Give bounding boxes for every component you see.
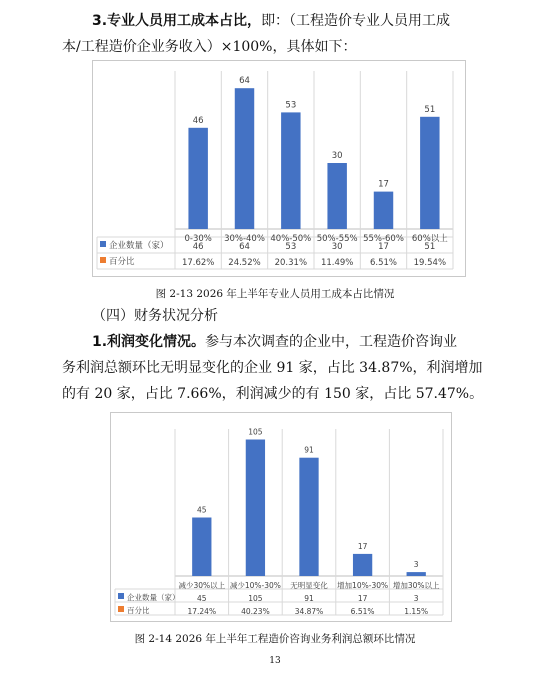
data-label: 30 <box>331 151 343 161</box>
bar <box>407 572 426 576</box>
profit-line1: 参与本次调查的企业中，工程造价咨询业 <box>205 334 458 350</box>
data-label: 3 <box>413 560 419 570</box>
bar <box>235 88 254 229</box>
table-percent-cell: 34.87% <box>294 607 324 616</box>
chart2-caption: 图 2-14 2026 年上半年工程造价咨询业务利润总额环比情况 <box>134 633 416 645</box>
category-label: 50%-55% <box>316 234 358 244</box>
table-count-cell: 30 <box>331 242 343 252</box>
bar <box>374 192 393 229</box>
bar <box>353 554 372 576</box>
table-percent-cell: 1.15% <box>404 607 429 616</box>
legend-percent-label: 百分比 <box>109 257 135 267</box>
bar <box>192 518 211 577</box>
profit-paragraph <box>62 329 492 407</box>
page-number: 13 <box>269 656 281 666</box>
bar <box>246 440 265 577</box>
category-label: 无明显变化 <box>290 581 328 590</box>
bar <box>281 112 300 229</box>
table-count-cell: 46 <box>192 242 204 252</box>
legend-count-label: 企业数量（家） <box>109 241 169 251</box>
legend-marker-count <box>100 241 106 247</box>
bar <box>420 117 439 229</box>
table-percent-cell: 40.23% <box>241 607 270 616</box>
chart2-frame <box>110 412 452 622</box>
data-label: 91 <box>304 445 314 455</box>
table-count-cell: 53 <box>285 242 297 252</box>
legend-marker-count <box>118 593 124 599</box>
profit-line2: 务利润总额环比无明显变化的企业 91 家，占比 34.87%，利润增加 <box>62 360 483 376</box>
bar <box>327 163 346 229</box>
table-percent-cell: 11.49% <box>320 258 354 268</box>
data-label: 17 <box>378 179 389 190</box>
category-label: 40%-50% <box>270 234 312 244</box>
legend-marker-percent <box>118 606 124 612</box>
section-four-heading: （四）财务状况分析 <box>92 308 218 324</box>
section3-heading: 3.专业人员用工成本占比， <box>92 13 262 29</box>
chart1-caption: 图 2-13 2026 年上半年专业人员用工成本占比情况 <box>155 288 395 300</box>
section3-text-line1: 即：（工程造价专业人员用工成 <box>261 13 451 29</box>
category-label: 60%以上 <box>411 234 448 244</box>
table-percent-cell: 6.51% <box>369 258 398 268</box>
table-percent-cell: 17.62% <box>181 258 215 268</box>
table-count-cell: 3 <box>413 594 419 603</box>
bar <box>188 128 207 229</box>
table-count-cell: 51 <box>424 242 436 252</box>
data-label: 51 <box>424 104 436 115</box>
table-count-cell: 17 <box>357 594 368 603</box>
table-count-cell: 17 <box>378 242 389 252</box>
legend-percent-label: 百分比 <box>127 606 150 615</box>
table-count-cell: 105 <box>248 594 263 603</box>
table-percent-cell: 24.52% <box>228 258 261 268</box>
category-label: 减少30%以上 <box>178 581 226 590</box>
chart1-svg <box>93 61 465 276</box>
section3-paragraph <box>62 8 492 60</box>
profit-line3: 的有 20 家，占比 7.66%，利润减少的有 150 家，占比 57.47%。 <box>62 386 484 402</box>
data-label: 53 <box>285 100 297 111</box>
data-label: 45 <box>197 505 207 515</box>
category-label: 55%-60% <box>363 234 404 244</box>
profit-heading: 1.利润变化情况。 <box>92 334 206 350</box>
table-count-cell: 91 <box>304 594 314 603</box>
table-percent-cell: 17.24% <box>187 607 217 616</box>
category-label: 0-30% <box>184 234 212 244</box>
legend-marker-percent <box>100 257 106 263</box>
data-label: 105 <box>248 427 263 437</box>
chart2-svg <box>111 413 451 621</box>
table-percent-cell: 6.51% <box>350 607 375 616</box>
section3-text-line2: 本/工程造价企业务收入）×100%，具体如下： <box>62 39 357 55</box>
data-label: 17 <box>357 541 368 551</box>
category-label: 增加30%以上 <box>392 581 440 590</box>
table-count-cell: 45 <box>197 594 207 603</box>
table-percent-cell: 20.31% <box>274 258 308 268</box>
legend-count-label: 企业数量（家） <box>127 593 180 602</box>
table-count-cell: 64 <box>239 242 250 252</box>
data-label: 64 <box>239 76 250 87</box>
chart1-frame <box>92 60 466 277</box>
category-label: 减少10%-30% <box>229 581 281 590</box>
bar <box>299 458 318 576</box>
data-label: 46 <box>192 115 204 126</box>
table-percent-cell: 19.54% <box>413 258 447 268</box>
category-label: 增加10%-30% <box>337 581 389 590</box>
category-label: 30%-40% <box>224 234 265 244</box>
